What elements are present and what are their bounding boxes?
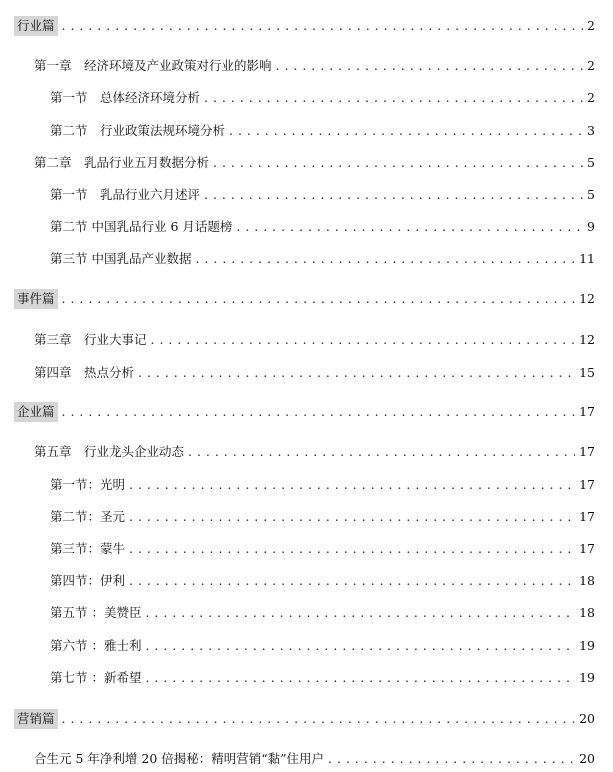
toc-page-number: 12 (579, 291, 595, 306)
toc-label: 第三节 中国乳品产业数据 (50, 251, 192, 266)
dot-leader (145, 603, 575, 623)
toc-label: 第六节 ：雅士利 (50, 638, 142, 653)
toc-section-5-5[interactable] (50, 603, 595, 623)
dot-leader (62, 289, 576, 309)
dot-leader (62, 402, 576, 422)
toc-section-5-7[interactable] (50, 668, 595, 688)
toc-label: 第三节：蒙牛 (50, 541, 126, 556)
toc-part-enterprise[interactable] (17, 402, 595, 422)
toc-part-events[interactable] (17, 289, 595, 309)
toc-section-1-2[interactable] (50, 121, 595, 141)
toc-chapter-1[interactable] (34, 56, 595, 76)
toc-label: 企业篇 (14, 402, 58, 422)
toc-page-number: 11 (579, 251, 595, 266)
toc-section-5-1[interactable] (50, 475, 595, 495)
toc-page-number: 12 (579, 332, 595, 347)
toc-section-1-1[interactable] (50, 88, 595, 108)
toc-section-5-6[interactable] (50, 636, 595, 656)
toc-label: 第二节 行业政策法规环境分析 (50, 123, 226, 138)
toc-page-number: 19 (579, 670, 595, 685)
toc-label: 第四节：伊利 (50, 573, 126, 588)
toc-page-number: 17 (579, 509, 595, 524)
toc-section-5-2[interactable] (50, 507, 595, 527)
toc-page-number: 20 (579, 711, 595, 726)
toc-page-number: 3 (587, 123, 595, 138)
toc-label: 第一节：光明 (50, 477, 126, 492)
toc-page-number: 9 (587, 219, 595, 234)
toc-label: 营销篇 (14, 709, 58, 729)
toc-page-number: 15 (579, 365, 595, 380)
dot-leader (204, 185, 583, 205)
toc-page-number: 17 (579, 404, 595, 419)
dot-leader (129, 539, 575, 559)
dot-leader (62, 16, 584, 36)
toc-part-industry[interactable] (17, 16, 595, 36)
toc-page-number: 5 (587, 155, 595, 170)
dot-leader (195, 249, 575, 269)
toc-chapter-3[interactable] (34, 330, 595, 350)
toc-label: 第一章 经济环境及产业政策对行业的影响 (34, 58, 272, 73)
toc-label: 第二节 中国乳品行业 6 月话题榜 (50, 219, 233, 234)
toc-label: 第五章 行业龙头企业动态 (34, 444, 185, 459)
toc-chapter-2[interactable] (34, 153, 595, 173)
dot-leader (145, 636, 575, 656)
toc-chapter-5[interactable] (34, 442, 595, 462)
toc-label: 第一节 乳品行业六月述评 (50, 187, 201, 202)
toc-label: 第四章 热点分析 (34, 365, 135, 380)
toc-page-number: 19 (579, 638, 595, 653)
toc-page-number: 18 (579, 573, 595, 588)
toc-label: 第五节 ：美赞臣 (50, 605, 142, 620)
dot-leader (62, 709, 576, 729)
toc-chapter-4[interactable] (34, 363, 595, 383)
dot-leader (328, 749, 575, 769)
dot-leader (138, 363, 575, 383)
toc-section-2-1[interactable] (50, 185, 595, 205)
toc-article-1[interactable] (34, 749, 595, 769)
toc-label: 第一节 总体经济环境分析 (50, 90, 201, 105)
toc-label: 行业篇 (14, 16, 58, 36)
dot-leader (276, 56, 584, 76)
toc-page-number: 17 (579, 477, 595, 492)
dot-leader (129, 571, 575, 591)
dot-leader (229, 121, 583, 141)
toc-page-number: 20 (579, 751, 595, 766)
toc-label: 第二章 乳品行业五月数据分析 (34, 155, 210, 170)
toc-page-number: 2 (587, 90, 595, 105)
dot-leader (145, 668, 575, 688)
dot-leader (188, 442, 575, 462)
toc-label: 第七节 ：新希望 (50, 670, 142, 685)
toc-part-marketing[interactable] (17, 709, 595, 729)
toc-section-5-4[interactable] (50, 571, 595, 591)
dot-leader (213, 153, 583, 173)
dot-leader (236, 217, 583, 237)
toc-label: 第三章 行业大事记 (34, 332, 147, 347)
toc-page-number: 17 (579, 541, 595, 556)
dot-leader (129, 507, 575, 527)
toc-section-5-3[interactable] (50, 539, 595, 559)
dot-leader (204, 88, 583, 108)
toc-page-number: 17 (579, 444, 595, 459)
toc-label: 合生元 5 年净利增 20 倍揭秘：精明营销“黏”住用户 (34, 751, 325, 766)
toc-section-2-2[interactable] (50, 217, 595, 237)
toc-label: 事件篇 (14, 289, 58, 309)
dot-leader (129, 475, 575, 495)
toc-page-number: 2 (587, 58, 595, 73)
toc-label: 第二节：圣元 (50, 509, 126, 524)
toc-section-2-3[interactable] (50, 249, 595, 269)
toc-page-number: 5 (587, 187, 595, 202)
dot-leader (151, 330, 576, 350)
toc-page-number: 2 (587, 18, 595, 33)
toc-page-number: 18 (579, 605, 595, 620)
